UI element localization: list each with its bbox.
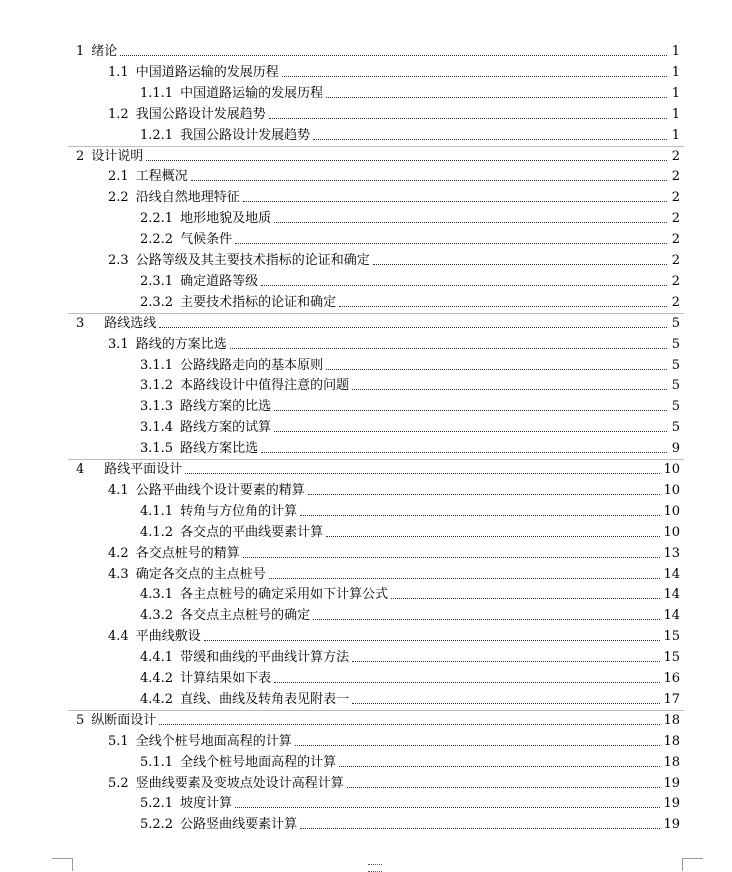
toc-entry-title: 本路线设计中值得注意的问题	[180, 378, 350, 394]
toc-entry-page: 15	[663, 650, 680, 666]
toc-entry[interactable]	[108, 249, 680, 269]
toc-entry-page: 14	[663, 566, 680, 582]
toc-entry-number: 4.1	[108, 482, 129, 498]
toc-entry-number: 1.2	[108, 106, 129, 122]
toc-entry-page: 5	[671, 420, 680, 436]
toc-entry-page: 9	[671, 441, 680, 457]
toc-entry[interactable]	[140, 604, 680, 624]
toc-entry-page: 2	[671, 169, 680, 185]
toc-entry-page: 18	[663, 754, 680, 770]
toc-entry-number: 4.1.1	[140, 503, 174, 519]
toc-dot-leader	[261, 284, 667, 286]
toc-dot-leader	[243, 556, 661, 558]
toc-entry-number: 4.3.1	[140, 587, 174, 603]
toc-entry-page: 10	[663, 503, 680, 519]
toc-entry-title: 各交点主点桩号的确定	[180, 608, 311, 624]
toc-entry-title: 坡度计算	[180, 796, 233, 812]
toc-entry[interactable]	[76, 40, 680, 60]
toc-entry-number: 3.1	[108, 336, 129, 352]
toc-entry-page: 10	[663, 462, 680, 477]
toc-entry-title: 确定各交点的主点桩号	[135, 566, 266, 582]
toc-entry[interactable]	[108, 165, 680, 185]
toc-dot-leader	[146, 159, 667, 161]
toc-entry-number: 4.4	[108, 629, 129, 645]
toc-entry[interactable]	[108, 479, 680, 499]
toc-entry-title: 公路线路走向的基本原则	[180, 357, 324, 373]
toc-entry-number: 3.1.2	[140, 378, 174, 394]
toc-entry-page: 1	[671, 85, 680, 101]
toc-entry-number: 1	[76, 44, 85, 59]
toc-entry-title: 路线方案比选	[180, 441, 259, 457]
toc-entry-number: 4.4.2	[140, 671, 174, 686]
toc-entry-title: 路线平面设计	[104, 462, 183, 477]
toc-dot-leader	[373, 263, 667, 265]
toc-entry[interactable]	[140, 395, 680, 415]
toc-dot-leader	[204, 639, 661, 641]
toc-dot-leader	[235, 806, 660, 808]
toc-entry[interactable]	[108, 563, 680, 583]
toc-dot-leader	[243, 200, 667, 202]
toc-dot-leader	[235, 242, 667, 244]
toc-entry-page: 10	[663, 482, 680, 498]
toc-entry-title: 地形地貌及地质	[180, 211, 272, 227]
page-break-mark	[368, 864, 382, 872]
page-corner-mark-right	[682, 858, 703, 871]
toc-entry-page: 18	[663, 733, 680, 749]
toc-entry-title: 中国道路运输的发展历程	[180, 85, 324, 101]
toc-entry[interactable]	[140, 291, 680, 311]
toc-entry-page: 19	[663, 796, 680, 812]
toc-entry-title: 公路等级及其主要技术指标的论证和确定	[135, 253, 370, 268]
toc-dot-leader	[391, 597, 660, 599]
toc-entry-title: 路线的方案比选	[135, 336, 227, 352]
toc-entry[interactable]	[140, 228, 680, 248]
toc-entry-number: 2.2.2	[140, 232, 174, 248]
toc-entry-page: 13	[663, 545, 680, 561]
toc-entry-page: 2	[671, 232, 680, 248]
toc-entry-page: 1	[671, 44, 680, 59]
toc-entry-number: 1.1.1	[140, 85, 174, 101]
toc-entry-number: 1.2.1	[140, 127, 174, 143]
toc-dot-leader	[352, 660, 660, 662]
toc-entry-number: 5.1.1	[140, 754, 174, 770]
toc-entry-title: 确定道路等级	[180, 273, 259, 289]
toc-entry[interactable]	[140, 646, 680, 666]
toc-entry-page: 5	[671, 399, 680, 415]
toc-dot-leader	[326, 96, 667, 98]
toc-entry-page: 16	[663, 671, 680, 686]
toc-entry-number: 3.1.5	[140, 441, 174, 457]
toc-dot-leader	[185, 472, 660, 474]
toc-dot-leader	[339, 765, 660, 767]
toc-dot-leader	[326, 535, 660, 537]
toc-entry-number: 1.1	[108, 64, 129, 80]
toc-entry[interactable]	[108, 333, 680, 353]
toc-entry[interactable]	[108, 772, 680, 792]
toc-entry[interactable]	[108, 103, 680, 123]
toc-entry-page: 2	[671, 190, 680, 206]
toc-entry-page: 15	[663, 629, 680, 645]
toc-entry-title: 路线方案的试算	[180, 420, 272, 436]
toc-dot-leader	[120, 54, 667, 56]
toc-entry-page: 1	[671, 127, 680, 143]
toc-entry-number: 4.2	[108, 545, 129, 561]
toc-entry-number: 5	[76, 712, 85, 728]
toc-entry-number: 2.3.2	[140, 294, 174, 310]
toc-entry-title: 路线方案的比选	[180, 399, 272, 415]
toc-dot-leader	[352, 388, 667, 390]
toc-dot-leader	[326, 368, 667, 370]
toc-dot-leader	[347, 786, 661, 788]
toc-entry[interactable]	[140, 207, 680, 227]
toc-entry-page: 14	[663, 608, 680, 624]
toc-entry-number: 2.2.1	[140, 211, 174, 227]
toc-entry-title: 工程概况	[135, 169, 188, 185]
toc-entry-number: 4.3.2	[140, 608, 174, 624]
toc-entry[interactable]	[76, 709, 680, 729]
toc-entry-page: 5	[671, 357, 680, 373]
toc-entry-title: 计算结果如下表	[180, 671, 272, 686]
toc-dot-leader	[352, 702, 660, 704]
toc-entry-title: 我国公路设计发展趋势	[180, 127, 311, 143]
toc-entry-number: 3.1.4	[140, 420, 174, 436]
toc-entry-page: 10	[663, 524, 680, 540]
toc-entry-title: 转角与方位角的计算	[180, 503, 298, 519]
toc-entry[interactable]	[108, 186, 680, 206]
toc-entry-number: 2.3	[108, 253, 129, 268]
toc-entry-number: 4.3	[108, 566, 129, 582]
toc-entry-page: 1	[671, 106, 680, 122]
toc-dot-leader	[313, 618, 660, 620]
toc-entry-page: 19	[663, 817, 680, 833]
toc-entry-number: 5.2	[108, 775, 129, 791]
toc-entry-title: 路线选线	[104, 315, 157, 331]
toc-entry-title: 中国道路运输的发展历程	[135, 64, 279, 80]
toc-dot-leader	[274, 430, 667, 432]
toc-dot-leader	[274, 681, 660, 683]
toc-entry-page: 19	[663, 775, 680, 791]
toc-entry-title: 我国公路设计发展趋势	[135, 106, 266, 122]
toc-entry-title: 全线个桩号地面高程的计算	[180, 754, 337, 770]
toc-entry-title: 纵断面设计	[91, 712, 157, 728]
toc-entry-number: 5.1	[108, 733, 129, 749]
toc-entry[interactable]	[140, 354, 680, 374]
toc-dot-leader	[269, 117, 667, 119]
toc-entry-title: 直线、曲线及转角表见附表一	[180, 691, 350, 707]
toc-entry-page: 2	[671, 253, 680, 268]
toc-entry-title: 各交点的平曲线要素计算	[180, 524, 324, 540]
toc-entry[interactable]	[140, 500, 680, 520]
toc-dot-leader	[191, 179, 667, 181]
toc-entry[interactable]	[140, 416, 680, 436]
toc-entry-page: 5	[671, 315, 680, 331]
toc-dot-leader	[159, 723, 660, 725]
toc-entry-page: 1	[671, 64, 680, 80]
toc-dot-leader	[230, 347, 667, 349]
toc-entry-number: 5.2.2	[140, 817, 174, 833]
toc-dot-leader	[308, 493, 661, 495]
toc-entry-page: 2	[671, 211, 680, 227]
toc-entry[interactable]	[76, 312, 680, 332]
toc-entry-number: 3.1.3	[140, 399, 174, 415]
toc-entry[interactable]	[140, 270, 680, 290]
toc-entry-title: 主要技术指标的论证和确定	[180, 294, 337, 310]
toc-entry-title: 公路竖曲线要素计算	[180, 817, 298, 833]
toc-entry-title: 设计说明	[91, 148, 144, 164]
toc-entry[interactable]	[140, 374, 680, 394]
toc-entry-number: 4.1.2	[140, 524, 174, 540]
toc-entry-page: 17	[663, 691, 680, 707]
toc-entry[interactable]	[140, 583, 680, 603]
toc-entry-title: 各交点桩号的精算	[135, 545, 240, 561]
toc-dot-leader	[339, 305, 667, 307]
toc-entry-page: 5	[671, 378, 680, 394]
toc-entry[interactable]	[76, 145, 680, 165]
toc-dot-leader	[274, 409, 667, 411]
toc-dot-leader	[300, 514, 660, 516]
toc-entry[interactable]	[108, 730, 680, 750]
toc-entry[interactable]	[108, 61, 680, 81]
toc-entry-number: 4.4.2	[140, 691, 174, 707]
toc-entry-title: 平曲线敷设	[135, 629, 201, 645]
toc-entry[interactable]	[140, 521, 680, 541]
toc-entry-title: 沿线自然地理特征	[135, 190, 240, 206]
toc-dot-leader	[282, 75, 667, 77]
page-corner-mark-left	[52, 858, 73, 871]
toc-entry[interactable]	[140, 792, 680, 812]
toc-entry-number: 4	[76, 462, 85, 477]
toc-entry[interactable]	[108, 542, 680, 562]
toc-dot-leader	[261, 451, 667, 453]
toc-entry[interactable]	[140, 667, 680, 687]
toc-entry-title: 公路平曲线个设计要素的精算	[135, 482, 305, 498]
toc-dot-leader	[269, 577, 661, 579]
toc-entry-page: 2	[671, 294, 680, 310]
toc-entry[interactable]	[108, 625, 680, 645]
toc-entry-number: 2.2	[108, 190, 129, 206]
toc-dot-leader	[300, 827, 660, 829]
toc-entry[interactable]	[140, 124, 680, 144]
toc-entry-page: 2	[671, 273, 680, 289]
toc-entry-page: 18	[663, 712, 680, 728]
toc-entry[interactable]	[140, 688, 680, 708]
toc-entry-title: 竖曲线要素及变坡点处设计高程计算	[135, 775, 344, 791]
toc-entry-page: 2	[671, 148, 680, 164]
toc-entry-title: 各主点桩号的确定采用如下计算公式	[180, 587, 389, 603]
toc-entry-number: 4.4.1	[140, 650, 174, 666]
toc-entry-page: 14	[663, 587, 680, 603]
toc-entry-number: 2.3.1	[140, 273, 174, 289]
toc-dot-leader	[295, 744, 661, 746]
toc-entry-number: 2	[76, 148, 85, 164]
toc-entry-title: 带缓和曲线的平曲线计算方法	[180, 650, 350, 666]
toc-entry-number: 5.2.1	[140, 796, 174, 812]
toc-entry-title: 绪论	[91, 44, 118, 59]
toc-entry-number: 3	[76, 315, 85, 331]
toc-entry[interactable]	[140, 751, 680, 771]
toc-entry-title: 气候条件	[180, 232, 233, 248]
toc-entry-title: 全线个桩号地面高程的计算	[135, 733, 292, 749]
toc-entry-number: 2.1	[108, 169, 129, 185]
toc-entry[interactable]	[140, 437, 680, 457]
toc-entry-page: 5	[671, 336, 680, 352]
toc-dot-leader	[274, 221, 667, 223]
toc-dot-leader	[313, 138, 667, 140]
toc-entry-number: 3.1.1	[140, 357, 174, 373]
toc-dot-leader	[159, 326, 667, 328]
toc-entry[interactable]	[140, 82, 680, 102]
toc-entry[interactable]	[140, 813, 680, 833]
toc-entry[interactable]	[76, 458, 680, 478]
